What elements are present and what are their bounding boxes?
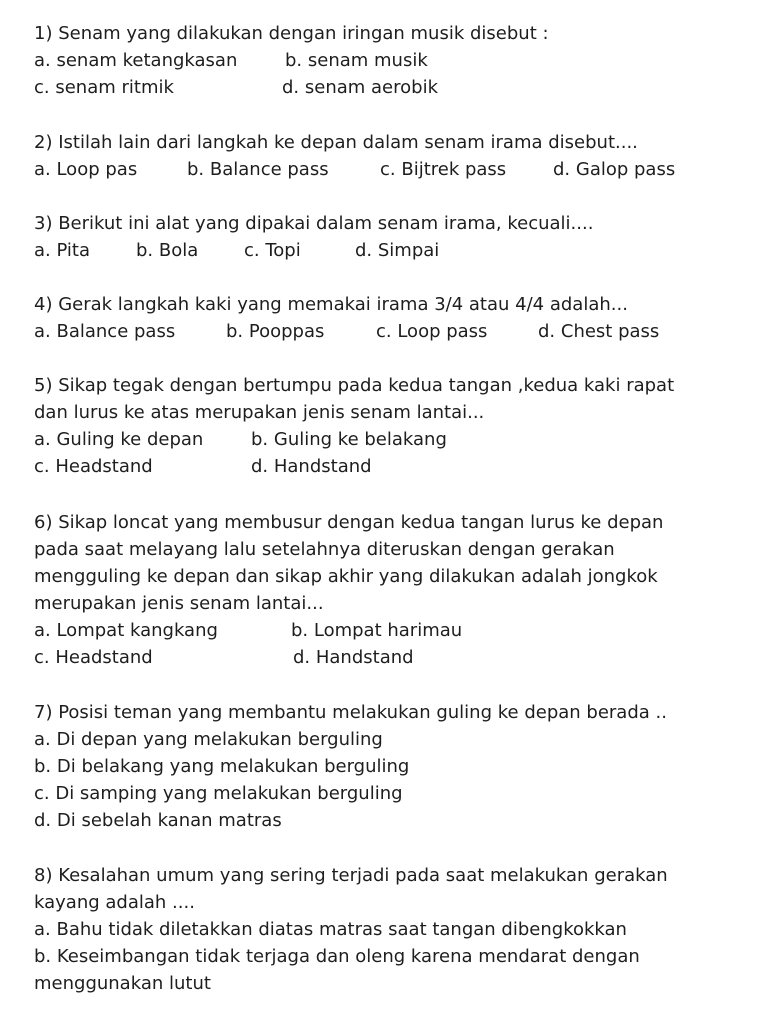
question-8-option-a: a. Bahu tidak diletakkan diatas matras saat tangan dibengkokkan <box>34 919 627 940</box>
question-6-option-d: d. Handstand <box>293 647 414 668</box>
question-2-option-d: d. Galop pass <box>553 159 676 180</box>
question-3-option-d: d. Simpai <box>355 240 440 261</box>
question-4-option-a: a. Balance pass <box>34 321 176 342</box>
question-8-stem-line-1: 8) Kesalahan umum yang sering terjadi pada saat melakukan gerakan <box>34 865 668 886</box>
question-6-option-a: a. Lompat kangkang <box>34 620 218 641</box>
question-5-stem-line-1: 5) Sikap tegak dengan bertumpu pada kedua tangan ,kedua kaki rapat <box>34 375 675 396</box>
question-5-option-a: a. Guling ke depan <box>34 429 204 450</box>
question-7-option-a: a. Di depan yang melakukan berguling <box>34 729 383 750</box>
question-6-option-b: b. Lompat harimau <box>291 620 463 641</box>
question-5-option-c: c. Headstand <box>34 456 153 477</box>
question-8-stem-line-2: kayang adalah .... <box>34 892 195 913</box>
question-5-option-d: d. Handstand <box>251 456 372 477</box>
question-3-option-c: c. Topi <box>244 240 301 261</box>
question-3-stem: 3) Berikut ini alat yang dipakai dalam senam irama, kecuali.... <box>34 213 594 234</box>
question-6-stem-line-1: 6) Sikap loncat yang membusur dengan kedua tangan lurus ke depan <box>34 512 664 533</box>
question-7-option-d: d. Di sebelah kanan matras <box>34 810 282 831</box>
question-1-stem: 1) Senam yang dilakukan dengan iringan musik disebut : <box>34 23 549 44</box>
question-8-option-b-continuation: menggunakan lutut <box>34 973 211 994</box>
question-2-option-b: b. Balance pass <box>187 159 329 180</box>
question-6-option-c: c. Headstand <box>34 647 153 668</box>
question-2-stem: 2) Istilah lain dari langkah ke depan dalam senam irama disebut.... <box>34 132 638 153</box>
question-8-option-b: b. Keseimbangan tidak terjaga dan oleng karena mendarat dengan <box>34 946 640 967</box>
question-7-option-c: c. Di samping yang melakukan berguling <box>34 783 403 804</box>
question-1-option-a: a. senam ketangkasan <box>34 50 238 71</box>
question-1-option-c: c. senam ritmik <box>34 77 174 98</box>
question-6-stem-line-3: mengguling ke depan dan sikap akhir yang dilakukan adalah jongkok <box>34 566 658 587</box>
question-6-stem-line-2: pada saat melayang lalu setelahnya diteruskan dengan gerakan <box>34 539 615 560</box>
question-5-option-b: b. Guling ke belakang <box>251 429 447 450</box>
question-7-option-b: b. Di belakang yang melakukan berguling <box>34 756 410 777</box>
question-3-option-b: b. Bola <box>136 240 199 261</box>
question-3-option-a: a. Pita <box>34 240 91 261</box>
question-4-option-c: c. Loop pass <box>376 321 488 342</box>
question-5-stem-line-2: dan lurus ke atas merupakan jenis senam lantai... <box>34 402 485 423</box>
question-4-option-b: b. Pooppas <box>226 321 325 342</box>
question-1-option-d: d. senam aerobik <box>282 77 438 98</box>
question-6-stem-line-4: merupakan jenis senam lantai... <box>34 593 324 614</box>
question-2-option-c: c. Bijtrek pass <box>380 159 507 180</box>
question-1-option-b: b. senam musik <box>285 50 428 71</box>
question-7-stem: 7) Posisi teman yang membantu melakukan guling ke depan berada .. <box>34 702 667 723</box>
question-2-option-a: a. Loop pas <box>34 159 138 180</box>
question-4-stem: 4) Gerak langkah kaki yang memakai irama 3/4 atau 4/4 adalah... <box>34 294 628 315</box>
question-4-option-d: d. Chest pass <box>538 321 660 342</box>
